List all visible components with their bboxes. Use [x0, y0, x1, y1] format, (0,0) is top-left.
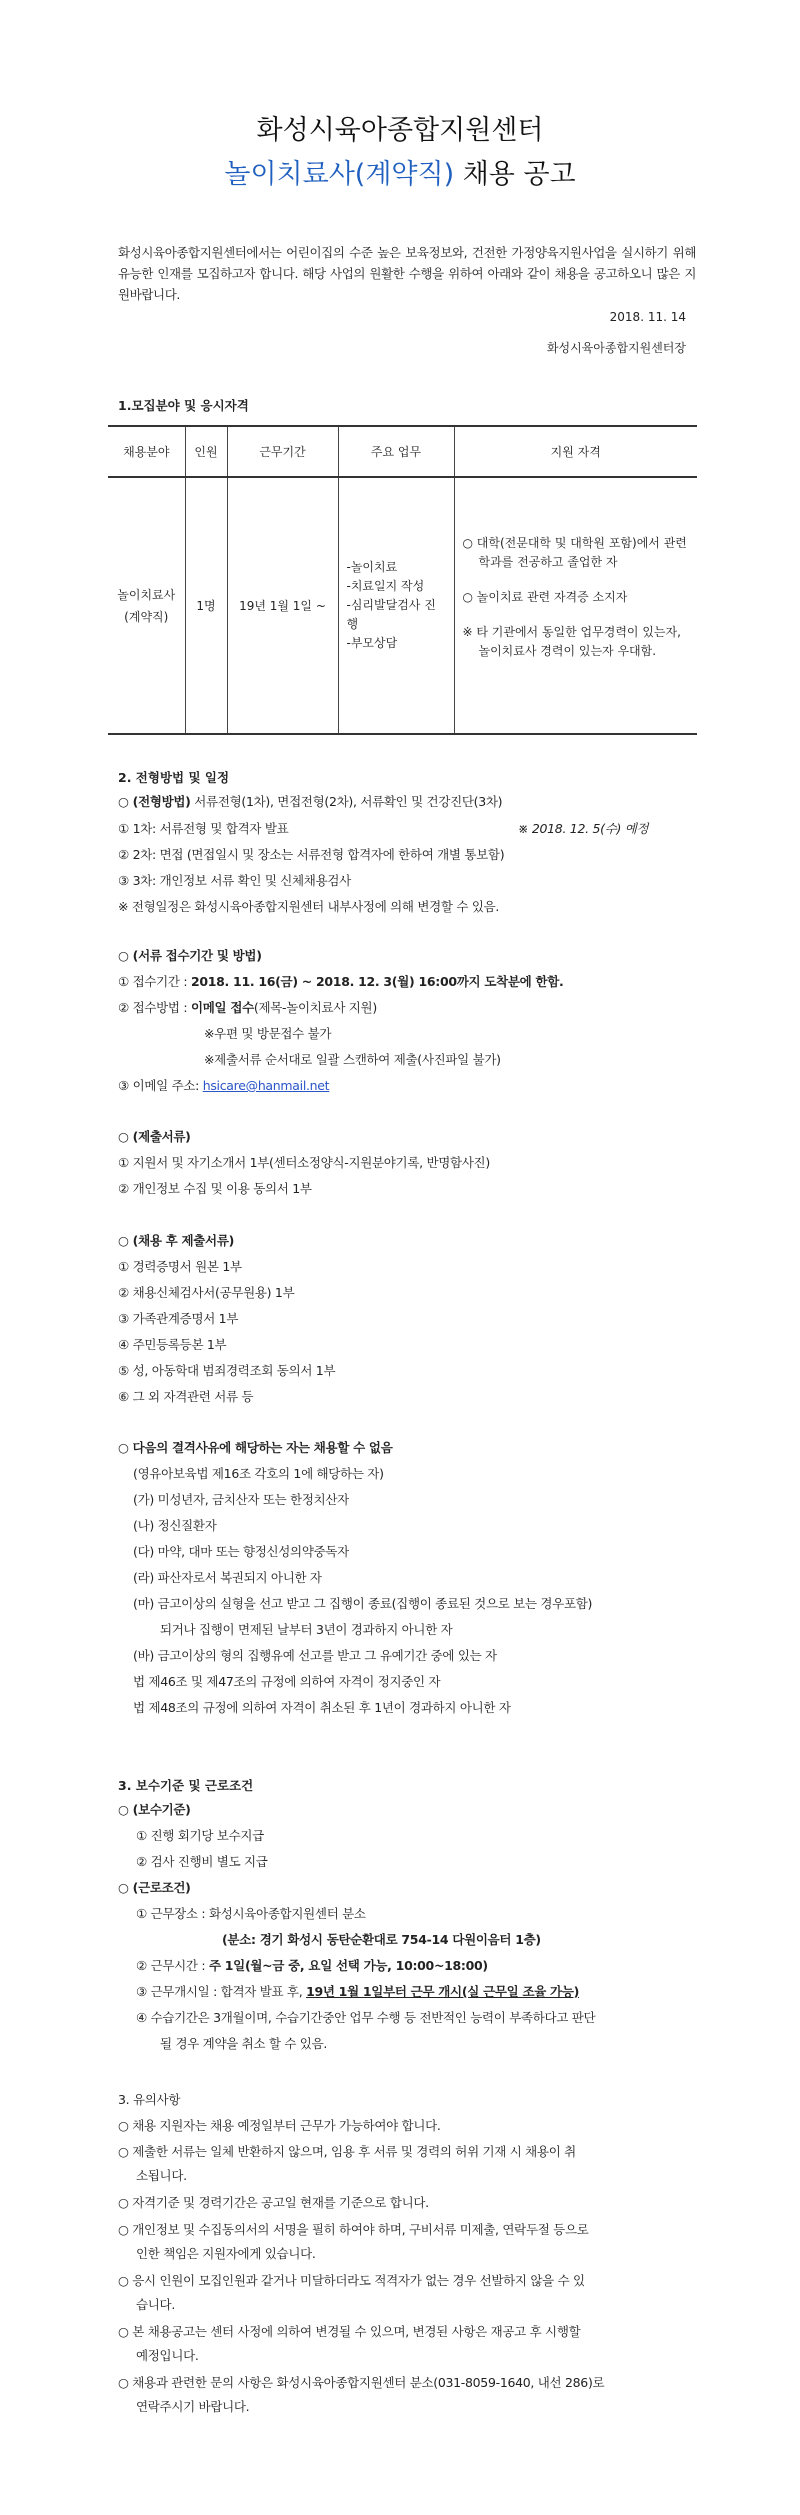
qualifications-list — [455, 534, 698, 661]
disqualification-item: (마) 금고이상의 실형을 선고 받고 그 집행이 종료(집행이 종료된 것으로 보는 경우포함) — [133, 1596, 593, 1611]
receipt-period-value: 2018. 11. 16(금) ~ 2018. 12. 3(월) 16:00까지 도착분에 한함. — [190, 974, 564, 989]
table-header: 인원 — [185, 426, 227, 477]
qualifications-cell — [454, 477, 697, 734]
disqualification-item: (다) 마약, 대마 또는 향정신성의약중독자 — [133, 1544, 349, 1559]
method-text: 서류전형(1차), 면접전형(2차), 서류확인 및 건강진단(3차) — [190, 794, 503, 809]
method-label: ○ (전형방법) — [118, 794, 191, 809]
list-item: -놀이치료 — [346, 560, 398, 574]
note-item-cont: 인한 책임은 지원자에게 있습니다. — [136, 2246, 316, 2261]
receipt-note-1: ※우편 및 방문접수 불가 — [204, 1026, 332, 1041]
period-cell: 19년 1월 1일 ~ — [227, 477, 338, 734]
section1-heading: 1.모집분야 및 응시자격 — [118, 398, 249, 413]
note-item-cont: 소됩니다. — [136, 2168, 187, 2183]
schedule-note: ※ 전형일정은 화성시육아종합지원센터 내부사정에 의해 변경할 수 있음. — [118, 899, 500, 914]
receipt-method-subject: (제목-놀이치료사 지원) — [253, 1000, 377, 1015]
count-cell: 1명 — [185, 477, 227, 734]
method-line — [118, 794, 502, 810]
work-hours-label: ② 근무시간 : — [136, 1958, 209, 1973]
duties-cell — [338, 477, 454, 734]
duties-list — [339, 558, 454, 653]
note-item: ○ 채용 지원자는 채용 예정일부터 근무가 가능하여야 합니다. — [118, 2118, 441, 2133]
after-item: ③ 가족관계증명서 1부 — [118, 1311, 239, 1326]
list-item: ※ 타 기관에서 동일한 업무경력이 있는자, 놀이치료사 경력이 있는자 우대함. — [462, 625, 681, 658]
disqualification-item: (바) 금고이상의 형의 집행유예 선고를 받고 그 유예기간 중에 있는 자 — [133, 1648, 497, 1663]
table-header: 채용분야 — [108, 426, 185, 477]
notes-heading: 3. 유의사항 — [118, 2092, 181, 2107]
email-link[interactable]: hsicare@hanmail.net — [202, 1078, 330, 1093]
disqualification-item-cont: 되거나 집행이 면제된 날부터 3년이 경과하지 아니한 자 — [160, 1622, 453, 1637]
list-item: ○ 대학(전문대학 및 대학원 포함)에서 관련 학과를 전공하고 졸업한 자 — [462, 536, 687, 569]
after-heading: ○ (채용 후 제출서류) — [118, 1233, 235, 1248]
receipt-note-2: ※제출서류 순서대로 일괄 스캔하여 제출(사진파일 불가) — [204, 1052, 501, 1067]
receipt-period-line — [118, 974, 564, 990]
note-item: ○ 제출한 서류는 일체 반환하지 않으며, 임용 후 서류 및 경력의 허위 기재 시 채용이 취 — [118, 2144, 576, 2159]
disqualification-item: (나) 정신질환자 — [133, 1518, 217, 1533]
table-header-row — [108, 426, 697, 477]
work-start-line — [136, 1984, 579, 2000]
recruitment-table — [108, 425, 697, 735]
notice-issuer: 화성시육아종합지원센터장 — [546, 341, 686, 355]
work-hours-value: 주 1일(월~금 중, 요일 선택 가능, 10:00~18:00) — [208, 1958, 488, 1973]
disqualification-item: 법 제48조의 규정에 의하여 자격이 취소된 후 1년이 경과하지 아니한 자 — [133, 1700, 511, 1715]
receipt-method-value: 이메일 접수 — [190, 1000, 254, 1015]
work-address: (분소: 경기 화성시 동탄순환대로 754-14 다원이음터 1층) — [222, 1932, 541, 1947]
disqualification-heading: ○ 다음의 결격사유에 해당하는 자는 채용할 수 없음 — [118, 1440, 393, 1455]
note-item-cont: 예정입니다. — [136, 2348, 199, 2363]
disqualification-item: (가) 미성년자, 금치산자 또는 한정치산자 — [133, 1492, 349, 1507]
notice-date: 2018. 11. 14 — [609, 310, 686, 324]
table-header: 지원 자격 — [454, 426, 697, 477]
step1-date: ※ 2018. 12. 5(수) 예정 — [518, 821, 649, 836]
field-type: (계약직) — [124, 609, 169, 624]
section3-heading: 3. 보수기준 및 근로조건 — [118, 1778, 254, 1793]
receipt-period-label: ① 접수기간 : — [118, 974, 191, 989]
list-item: -부모상담 — [346, 636, 398, 650]
probation-line: ④ 수습기간은 3개월이며, 수습기간중안 업무 수행 등 전반적인 능력이 부족하다고 판단 — [136, 2010, 596, 2025]
intro-paragraph: 화성시육아종합지원센터에서는 어린이집의 수준 높은 보육정보와, 건전한 가정양육지원사업을 실시하기 위해 유능한 인재를 모집하고자 합니다. 해당 사업의 원활한 수행을 위하여 아래와 같이 채용을 공고하오니 많은 지원바랍니다. — [118, 245, 696, 302]
note-item: ○ 본 채용공고는 센터 사정에 의하여 변경될 수 있으며, 변경된 사항은 재공고 후 시행할 — [118, 2324, 581, 2339]
note-item: ○ 응시 인원이 모집인원과 같거나 미달하더라도 적격자가 없는 경우 선발하지 않을 수 있 — [118, 2273, 585, 2288]
table-header: 근무기간 — [227, 426, 338, 477]
note-item: ○ 채용과 관련한 문의 사항은 화성시육아종합지원센터 분소(031-8059-1640, 내선 286)로 — [118, 2375, 605, 2390]
field-cell — [108, 477, 185, 734]
after-item: ① 경력증명서 원본 1부 — [118, 1259, 242, 1274]
after-item: ④ 주민등록등본 1부 — [118, 1337, 227, 1352]
list-item: -치료일지 작성 — [346, 579, 425, 593]
work-start-label: ③ 근무개시일 : 합격자 발표 후, — [136, 1984, 307, 1999]
work-hours-line — [136, 1958, 488, 1974]
step2-line: ② 2차: 면접 (면접일시 및 장소는 서류전형 합격자에 한하여 개별 통보함) — [118, 847, 505, 862]
list-item: ○ 놀이치료 관련 자격증 소지자 — [462, 590, 628, 604]
after-item: ⑤ 성, 아동학대 범죄경력조회 동의서 1부 — [118, 1363, 336, 1378]
email-label: ③ 이메일 주소: — [118, 1078, 203, 1093]
section2-heading: 2. 전형방법 및 일정 — [118, 770, 230, 785]
pay-heading: ○ (보수기준) — [118, 1802, 191, 1817]
note-item-cont: 습니다. — [136, 2297, 175, 2312]
table-row — [108, 477, 697, 734]
notice-title-rest: 채용 공고 — [454, 159, 576, 190]
table-header: 주요 업무 — [338, 426, 454, 477]
pay-item: ② 검사 진행비 별도 지급 — [136, 1854, 268, 1869]
after-item: ② 채용신체검사서(공무원용) 1부 — [118, 1285, 295, 1300]
note-item: ○ 자격기준 및 경력기간은 공고일 현재를 기준으로 합니다. — [118, 2195, 429, 2210]
submit-heading: ○ (제출서류) — [118, 1129, 191, 1144]
email-line — [118, 1078, 329, 1094]
pay-item: ① 진행 회기당 보수지급 — [136, 1828, 264, 1843]
receipt-heading: ○ (서류 접수기간 및 방법) — [118, 948, 262, 963]
receipt-method-line — [118, 1000, 377, 1016]
step1-line: ① 1차: 서류전형 및 합격자 발표 — [118, 821, 289, 836]
note-item: ○ 개인정보 및 수집동의서의 서명을 필히 하여야 하며, 구비서류 미제출, 연락두절 등으로 — [118, 2222, 589, 2237]
org-title: 화성시육아종합지원센터 — [256, 115, 544, 146]
work-place: ① 근무장소 : 화성시육아종합지원센터 분소 — [136, 1906, 366, 1921]
disqualification-item: 법 제46조 및 제47조의 규정에 의하여 자격이 정지중인 자 — [133, 1674, 441, 1689]
probation-line-cont: 될 경우 계약을 취소 할 수 있음. — [160, 2036, 328, 2051]
field-name: 놀이치료사 — [117, 587, 176, 602]
after-item: ⑥ 그 외 자격관련 서류 등 — [118, 1389, 254, 1404]
step3-line: ③ 3차: 개인정보 서류 확인 및 신체채용검사 — [118, 873, 351, 888]
work-heading: ○ (근로조건) — [118, 1880, 191, 1895]
notice-title — [0, 152, 800, 191]
work-start-value: 19년 1월 1일부터 근무 개시(실 근무일 조율 가능) — [306, 1984, 580, 1999]
list-item: -심리발달검사 진행 — [346, 598, 436, 631]
submit-item: ① 지원서 및 자기소개서 1부(센터소정양식-지원분야기록, 반명함사진) — [118, 1155, 490, 1170]
submit-item: ② 개인정보 수집 및 이용 동의서 1부 — [118, 1181, 312, 1196]
note-item-cont: 연락주시기 바랍니다. — [136, 2399, 250, 2414]
disqualification-item: (라) 파산자로서 복권되지 아니한 자 — [133, 1570, 322, 1585]
disqualification-intro: (영유아보육법 제16조 각호의 1에 해당하는 자) — [133, 1466, 384, 1481]
receipt-method-label: ② 접수방법 : — [118, 1000, 191, 1015]
position-title: 놀이치료사(계약직) — [224, 159, 455, 190]
